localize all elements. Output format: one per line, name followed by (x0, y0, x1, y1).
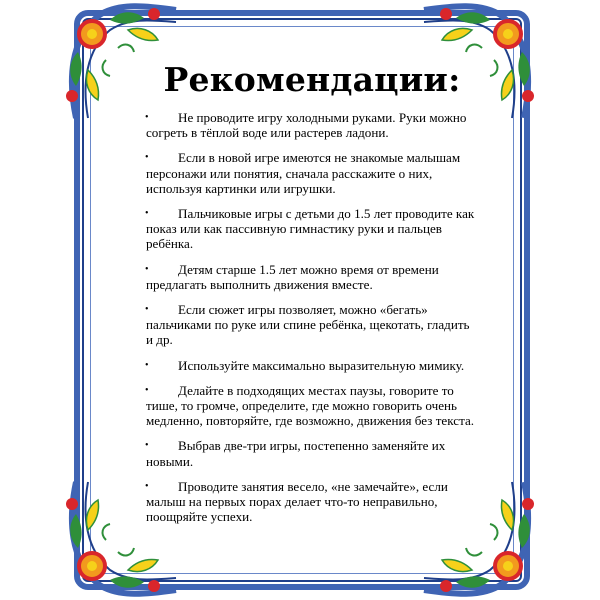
page-title: Рекомендации: (163, 60, 461, 99)
list-item (146, 358, 476, 373)
bullet-icon: • (145, 304, 149, 316)
list-item-text: Не проводите игру холодными руками. Руки можно согреть в тёплой воде или растерев ладони. (146, 110, 467, 141)
list-item-text: Если в новой игре имеются не знакомые малышам персонажи или понятия, сначала расскажите о них, используя картинки или игрушки. (146, 150, 461, 196)
list-item (146, 150, 476, 196)
list-item (146, 262, 476, 292)
list-item (146, 438, 476, 468)
list-item-text: Выбрав две-три игры, постепенно заменяйте их новыми. (146, 438, 446, 469)
bullet-icon: • (145, 384, 149, 396)
recommendations-list (146, 110, 476, 534)
list-item (146, 206, 476, 252)
bullet-icon: • (145, 440, 149, 452)
bullet-icon: • (145, 263, 149, 275)
list-item (146, 110, 476, 140)
list-item-text: Если сюжет игры позволяет, можно «бегать» пальчиками по руке или спине ребёнка, щекотать, гладить и др. (146, 302, 470, 348)
bullet-icon: • (145, 208, 149, 220)
list-item (146, 383, 476, 429)
list-item-text: Пальчиковые игры с детьми до 1.5 лет проводите как показ или как пассивную гимнастику руки и пальцев ребёнка. (146, 206, 475, 252)
list-item-text: Используйте максимально выразительную мимику. (178, 357, 465, 373)
bullet-icon: • (145, 152, 149, 164)
list-item-text: Проводите занятия весело, «не замечайте», если малыш на первых порах делает что-то неправильно, поощряйте успехи. (146, 478, 448, 525)
list-item (146, 479, 476, 525)
bullet-icon: • (145, 112, 149, 123)
list-item-text: Делайте в подходящих местах паузы, говорите то тише, то громче, определите, где можно говорить очень медленно, повторяйте, где возможно, движения без текста. (146, 382, 475, 429)
bullet-icon: • (145, 359, 149, 371)
bullet-icon: • (145, 480, 149, 492)
list-item (146, 302, 476, 348)
list-item-text: Детям старше 1.5 лет можно время от времени предлагать выполнить движения вместе. (146, 261, 439, 292)
